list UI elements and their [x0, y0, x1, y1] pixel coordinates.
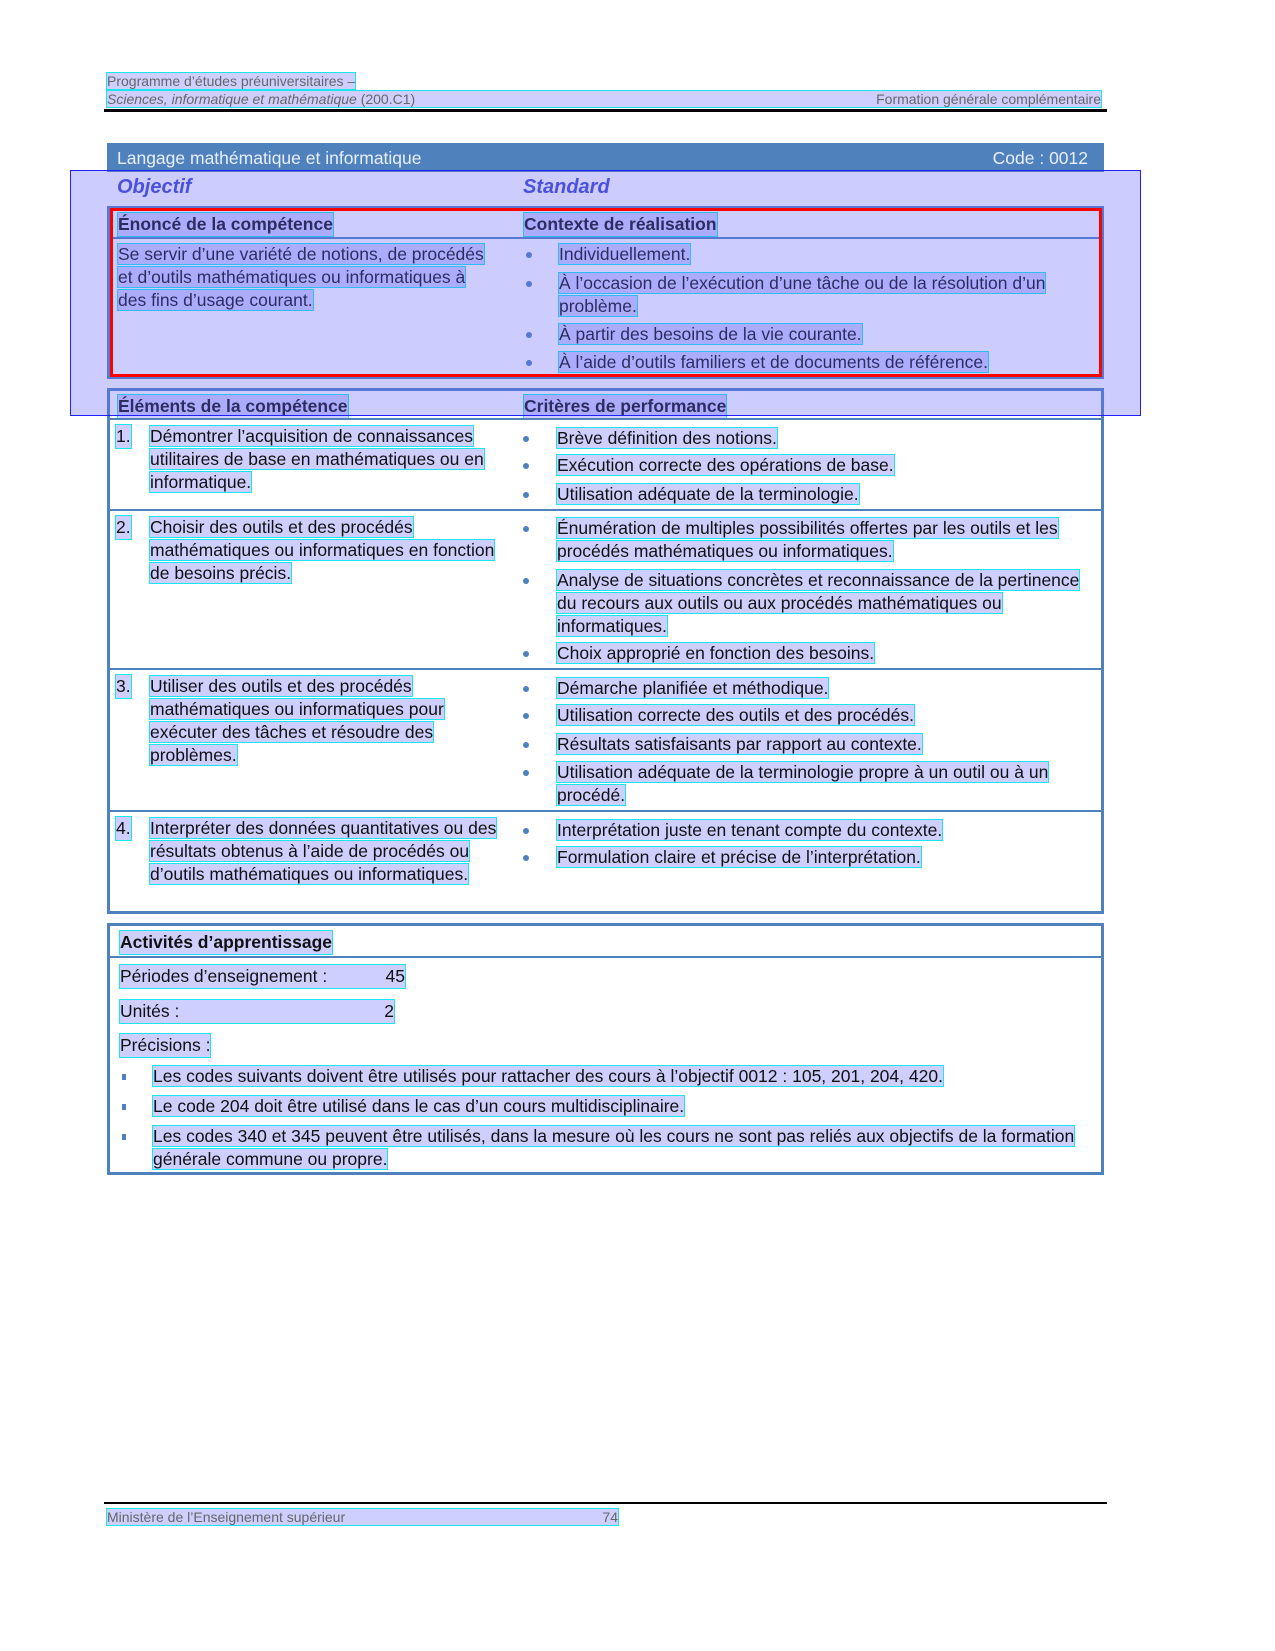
- bullet-icon: [523, 855, 529, 861]
- header-right: Formation générale complémentaire: [876, 91, 1101, 107]
- elements-header: Éléments de la compétence: [118, 396, 348, 416]
- row-divider: [110, 668, 1101, 670]
- competence-statement-text: Se servir d’une variété de notions, de procédés et d’outils mathématiques ou informatiques à des fins d’usage courant.: [118, 244, 484, 310]
- divider: [110, 956, 1101, 958]
- context-item-text: À l’aide d’outils familiers et de documents de référence.: [559, 352, 988, 372]
- precision-item-text: Le code 204 doit être utilisé dans le cas d’un cours multidisciplinaire.: [153, 1096, 685, 1116]
- divider: [110, 237, 1101, 239]
- criteria-header: Critères de performance: [524, 396, 727, 416]
- context-item-text: À l’occasion de l’exécution d’une tâche ou de la résolution d’un problème.: [559, 273, 1046, 316]
- context-header: Contexte de réalisation: [524, 214, 717, 234]
- units-value: 2: [384, 1001, 394, 1021]
- header-program-code: (200.C1): [356, 91, 416, 107]
- performance-criterion-text: Exécution correcte des opérations de base.: [557, 455, 894, 475]
- footer-ministry: Ministère de l’Enseignement supérieur: [107, 1509, 346, 1525]
- precision-item: [153, 1065, 1098, 1088]
- performance-criterion-text: Interprétation juste en tenant compte du contexte.: [557, 820, 943, 840]
- bullet-icon: [523, 651, 529, 657]
- competence-element-text: Interpréter des données quantitatives ou des résultats obtenus à l’aide de procédés ou d’outils mathématiques ou informatiques.: [150, 818, 497, 884]
- context-item: [559, 243, 1079, 266]
- performance-criterion-text: Formulation claire et précise de l’interprétation.: [557, 847, 921, 867]
- header-rule: [104, 109, 1107, 112]
- element-number: 3.: [116, 676, 131, 696]
- competence-element: [150, 675, 512, 767]
- competence-element: [150, 817, 512, 886]
- bullet-icon: [523, 436, 529, 442]
- precisions-label: Précisions :: [120, 1035, 211, 1055]
- periods-value: 45: [385, 966, 405, 986]
- bullet-icon: [523, 686, 529, 692]
- divider: [110, 418, 1101, 420]
- performance-criterion: [557, 819, 1097, 842]
- page-number: 74: [602, 1509, 618, 1525]
- competence-statement: [118, 243, 488, 312]
- row-divider: [110, 810, 1101, 812]
- element-number: 4.: [116, 818, 131, 838]
- header-program: Programme d’études préuniversitaires –: [107, 73, 356, 89]
- performance-criterion-text: Énumération de multiples possibilités offertes par les outils et les procédés mathématiques ou informatiques.: [557, 518, 1058, 561]
- periods-field: [120, 965, 405, 988]
- element-number: 1.: [116, 426, 131, 446]
- bullet-icon: [523, 463, 529, 469]
- competence-element: [150, 516, 512, 585]
- footer: [107, 1509, 618, 1525]
- context-item: [559, 272, 1079, 318]
- bullet-icon: [523, 526, 529, 532]
- performance-criterion-text: Résultats satisfaisants par rapport au contexte.: [557, 734, 922, 754]
- performance-criterion: [557, 454, 1097, 477]
- bullet-icon: [523, 742, 529, 748]
- performance-criterion-text: Utilisation correcte des outils et des procédés.: [557, 705, 914, 725]
- bullet-icon: [523, 713, 529, 719]
- performance-criterion-text: Utilisation adéquate de la terminologie.: [557, 484, 859, 504]
- context-item-text: À partir des besoins de la vie courante.: [559, 324, 862, 344]
- performance-criterion: [557, 761, 1097, 807]
- competence-element: [150, 425, 512, 494]
- objectif-label: Objectif: [117, 176, 192, 198]
- performance-criterion-text: Choix approprié en fonction des besoins.: [557, 643, 875, 663]
- bullet-icon: [122, 1134, 126, 1140]
- activities-header: Activités d’apprentissage: [120, 932, 333, 952]
- performance-criterion: [557, 733, 1097, 756]
- precision-item: [153, 1095, 1098, 1118]
- course-code: Code : 0012: [992, 148, 1088, 168]
- performance-criterion-text: Analyse de situations concrètes et reconnaissance de la pertinence du recours aux outils ou aux procédés mathématiques ou informatiques.: [557, 570, 1080, 636]
- performance-criterion: [557, 569, 1097, 638]
- standard-label: Standard: [523, 176, 610, 198]
- context-item: [559, 351, 1079, 374]
- units-field: [120, 1000, 394, 1023]
- bullet-icon: [526, 281, 532, 287]
- row-divider: [110, 509, 1101, 511]
- header-program-name: Sciences, informatique et mathématique: [107, 91, 357, 107]
- activities-box: [107, 923, 1104, 1175]
- performance-criterion: [557, 427, 1097, 450]
- bullet-icon: [122, 1104, 126, 1110]
- course-title: Langage mathématique et informatique: [117, 148, 422, 168]
- bullet-icon: [523, 492, 529, 498]
- performance-criterion-text: Utilisation adéquate de la terminologie propre à un outil ou à un procédé.: [557, 762, 1049, 805]
- statement-header: Énoncé de la compétence: [118, 214, 333, 234]
- elements-box: [107, 388, 1104, 914]
- bullet-icon: [523, 578, 529, 584]
- footer-rule: [104, 1502, 1107, 1504]
- competence-element-text: Démontrer l’acquisition de connaissances utilitaires de base en mathématiques ou en informatique.: [150, 426, 484, 492]
- performance-criterion: [557, 517, 1097, 563]
- competence-element-text: Utiliser des outils et des procédés mathématiques ou informatiques pour exécuter des tâches et résoudre des problèmes.: [150, 676, 444, 765]
- bullet-icon: [523, 828, 529, 834]
- precision-item: [153, 1125, 1098, 1171]
- competence-box: [107, 206, 1104, 379]
- precision-item-text: Les codes 340 et 345 peuvent être utilisés, dans la mesure où les cours ne sont pas reliés aux objectifs de la formation générale commune ou propre.: [153, 1126, 1075, 1169]
- title-bar: [107, 143, 1104, 172]
- context-item: [559, 323, 1079, 346]
- units-label: Unités :: [120, 1001, 180, 1021]
- periods-label: Périodes d’enseignement :: [120, 966, 328, 986]
- performance-criterion-text: Brève définition des notions.: [557, 428, 777, 448]
- competence-element-text: Choisir des outils et des procédés mathématiques ou informatiques en fonction de besoins précis.: [150, 517, 495, 583]
- performance-criterion: [557, 704, 1097, 727]
- performance-criterion: [557, 677, 1097, 700]
- header-line2: [107, 91, 1101, 107]
- element-number: 2.: [116, 517, 131, 537]
- bullet-icon: [526, 332, 532, 338]
- performance-criterion: [557, 642, 1097, 665]
- bullet-icon: [526, 360, 532, 366]
- bullet-icon: [122, 1074, 126, 1080]
- bullet-icon: [523, 770, 529, 776]
- performance-criterion: [557, 846, 1097, 869]
- precision-item-text: Les codes suivants doivent être utilisés pour rattacher des cours à l’objectif 0012 : 105, 201, 204, 420.: [153, 1066, 943, 1086]
- performance-criterion: [557, 483, 1097, 506]
- bullet-icon: [526, 252, 532, 258]
- performance-criterion-text: Démarche planifiée et méthodique.: [557, 678, 829, 698]
- context-item-text: Individuellement.: [559, 244, 691, 264]
